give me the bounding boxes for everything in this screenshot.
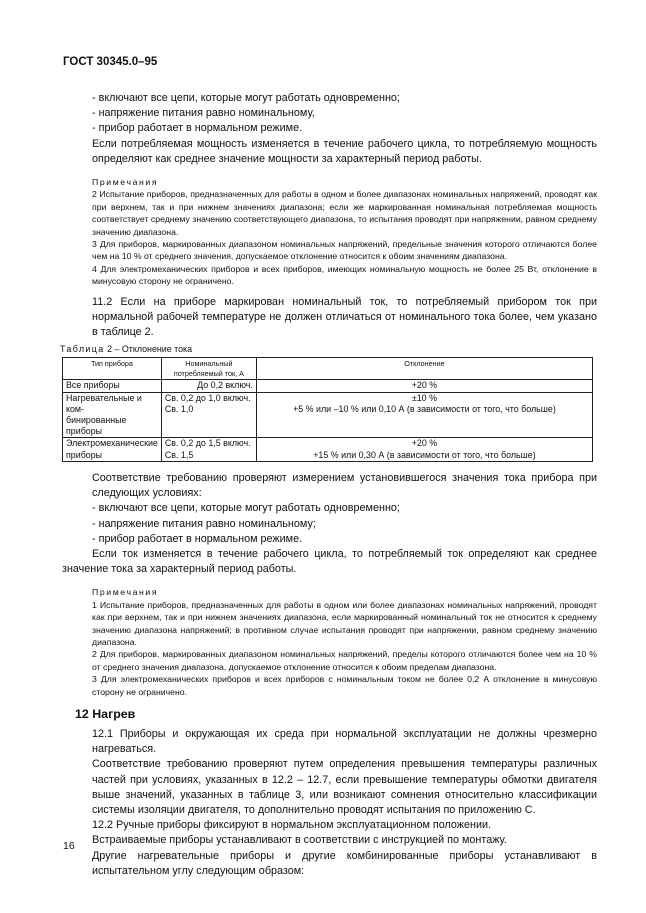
cell-line: Электромеханические bbox=[66, 438, 158, 449]
table-cell-type bbox=[63, 438, 162, 461]
cell-line: +5 % или –10 % или 0,10 А (в зависимости от того, что больше) bbox=[293, 403, 556, 414]
current-deviation-table bbox=[62, 357, 593, 462]
notes-title: Примечания bbox=[92, 177, 159, 188]
section-paragraph: Другие нагревательные приборы и другие комбинированные приборы устанавливают в испытательном углу следующим образом: bbox=[92, 849, 597, 877]
note-item: 4 Для электромеханических приборов и всех приборов, имеющих номинальную мощность не более 25 Вт, отклонение в минусовую сторону не ограничено. bbox=[92, 263, 597, 287]
page-number: 16 bbox=[63, 840, 75, 852]
cell-line: До 0,2 включ. bbox=[197, 380, 253, 391]
table-caption bbox=[60, 343, 597, 355]
section-paragraph: Соответствие требованию проверяют путем определения превышения температуры различных частей при условиях, указанных в 12.2 – 12.7, если превышение температуры обмотки двигателя выше значений, указанных в таблице 3, или возникают сомнения относительно классификации системы изоляции двигателя, то дополнительно проводят испытания по приложению С. bbox=[92, 758, 597, 816]
table-cell-deviation bbox=[256, 392, 592, 438]
cell-line: ±10 % bbox=[411, 392, 437, 403]
cell-line: Все приборы bbox=[66, 380, 120, 391]
table-caption-text: 2 – Отклонение тока bbox=[107, 344, 193, 355]
note-item: 2 Испытание приборов, предназначенных для работы в одном и более диапазонах номинальных напряжений, проводят как при верхнем, так и при нижнем значениях диапазона; если же маркированная номинальная потребляемая мощность соответствует среднему значению соответствующего диапазона, то испытания проводят при напряжении, равном среднему значению диапазона. bbox=[92, 189, 597, 237]
compliance-item: - включают все цепи, которые могут работать одновременно; bbox=[92, 502, 400, 515]
cell-line: +20 % bbox=[411, 380, 438, 391]
section-paragraph: 12.1 Приборы и окружающая их среда при нормальной эксплуатации не должны чрезмерно нагреваться. bbox=[92, 727, 597, 756]
table-cell-current bbox=[161, 392, 256, 438]
intro-item: - напряжение питания равно номинальному, bbox=[92, 107, 315, 120]
cell-line: приборы bbox=[66, 449, 103, 460]
table-caption-label: Таблица bbox=[60, 344, 105, 355]
compliance-paragraph-2: Если ток изменяется в течение рабочего цикла, то потребляемый ток определяют как среднее значение тока за характерный период работы. bbox=[62, 547, 597, 576]
cell-line: Св. 0,2 до 1,5 включ. bbox=[164, 438, 251, 449]
note-item: 3 Для электромеханических приборов и всех приборов с номинальным током не более 0,2 А отклонение в минусовую сторону не ограничено. bbox=[92, 674, 597, 697]
table-cell-current bbox=[161, 380, 256, 392]
clause-11-2: 11.2 Если на приборе маркирован номинальный ток, то потребляемый прибором ток при нормальной рабочей температуре не должен отличаться от номинального тока более, чем указано в таблице 2. bbox=[92, 295, 597, 339]
cell-line: +15 % или 0,30 А (в зависимости от того, что больше) bbox=[313, 449, 536, 460]
section-paragraph: 12.2 Ручные приборы фиксируют в нормальном эксплуатационном положении. bbox=[92, 819, 492, 832]
cell-line: Св. 1,5 bbox=[164, 449, 194, 460]
table-cell-deviation bbox=[256, 380, 592, 392]
table-cell-current bbox=[161, 438, 256, 461]
compliance-paragraph: Соответствие требованию проверяют измерением установившегося значения тока прибора при следующих условиях: bbox=[92, 471, 597, 500]
table-cell-deviation bbox=[256, 438, 592, 461]
compliance-item: - напряжение питания равно номинальному; bbox=[92, 517, 316, 530]
note-item: 3 Для приборов, маркированных диапазоном номинальных напряжений, предельные значения которого отличаются более чем на 10 % от среднего значения, допускаемое отклонение относится к обоим значениям диапазона. bbox=[92, 239, 597, 262]
table-cell-type bbox=[63, 392, 162, 438]
cell-line: бинированные приборы bbox=[66, 415, 127, 437]
table-header-cell: Отклонение bbox=[256, 358, 592, 380]
section-paragraph: Встраиваемые приборы устанавливают в соответствии с инструкцией по монтажу. bbox=[92, 834, 507, 847]
intro-paragraph: Если потребляемая мощность изменяется в течение рабочего цикла, то потребляемую мощность определяют как среднее значение мощности за характерный период работы. bbox=[92, 137, 597, 165]
cell-line: Св. 0,2 до 1,0 включ. bbox=[164, 392, 251, 403]
table-row bbox=[63, 392, 593, 438]
intro-item: - прибор работает в нормальном режиме. bbox=[92, 122, 303, 135]
cell-line: Нагревательные и ком- bbox=[66, 392, 142, 414]
notes-title: Примечания bbox=[92, 587, 159, 598]
notes-block-2 bbox=[92, 586, 597, 698]
table-header-cell: Тип прибора bbox=[63, 358, 162, 380]
note-item: 2 Для приборов, маркированных диапазоном номинальных напряжений, пределы которого отличаются более чем на 10 % от среднего значения диапазона, допускаемое отклонение относится к обоим пределам диапазона. bbox=[92, 649, 597, 672]
document-header: ГОСТ 30345.0–95 bbox=[63, 56, 158, 68]
table-row bbox=[63, 438, 593, 461]
section-title: 12 Нагрев bbox=[75, 706, 136, 721]
note-item: 1 Испытание приборов, предназначенных для работы в одном или более диапазонах номинальных напряжений, проводят как при верхнем, так и при нижнем значениях диапазона, если маркированный номинальный ток не относится к среднему значению диапазона напряжений; в противном случае испытания проводят при напряжении, равном среднему значению диапазона. bbox=[92, 599, 597, 647]
table-row bbox=[63, 380, 593, 392]
table-cell-type bbox=[63, 380, 162, 392]
table-header-row bbox=[63, 358, 593, 380]
notes-block-1 bbox=[92, 176, 597, 288]
cell-line: +20 % bbox=[411, 438, 438, 449]
table-header-cell: Номинальный потребляемый ток, А bbox=[161, 358, 256, 380]
intro-item: - включают все цепи, которые могут работать одновременно; bbox=[92, 92, 400, 104]
cell-line: Св. 1,0 bbox=[164, 403, 194, 414]
compliance-item: - прибор работает в нормальном режиме. bbox=[92, 532, 303, 545]
